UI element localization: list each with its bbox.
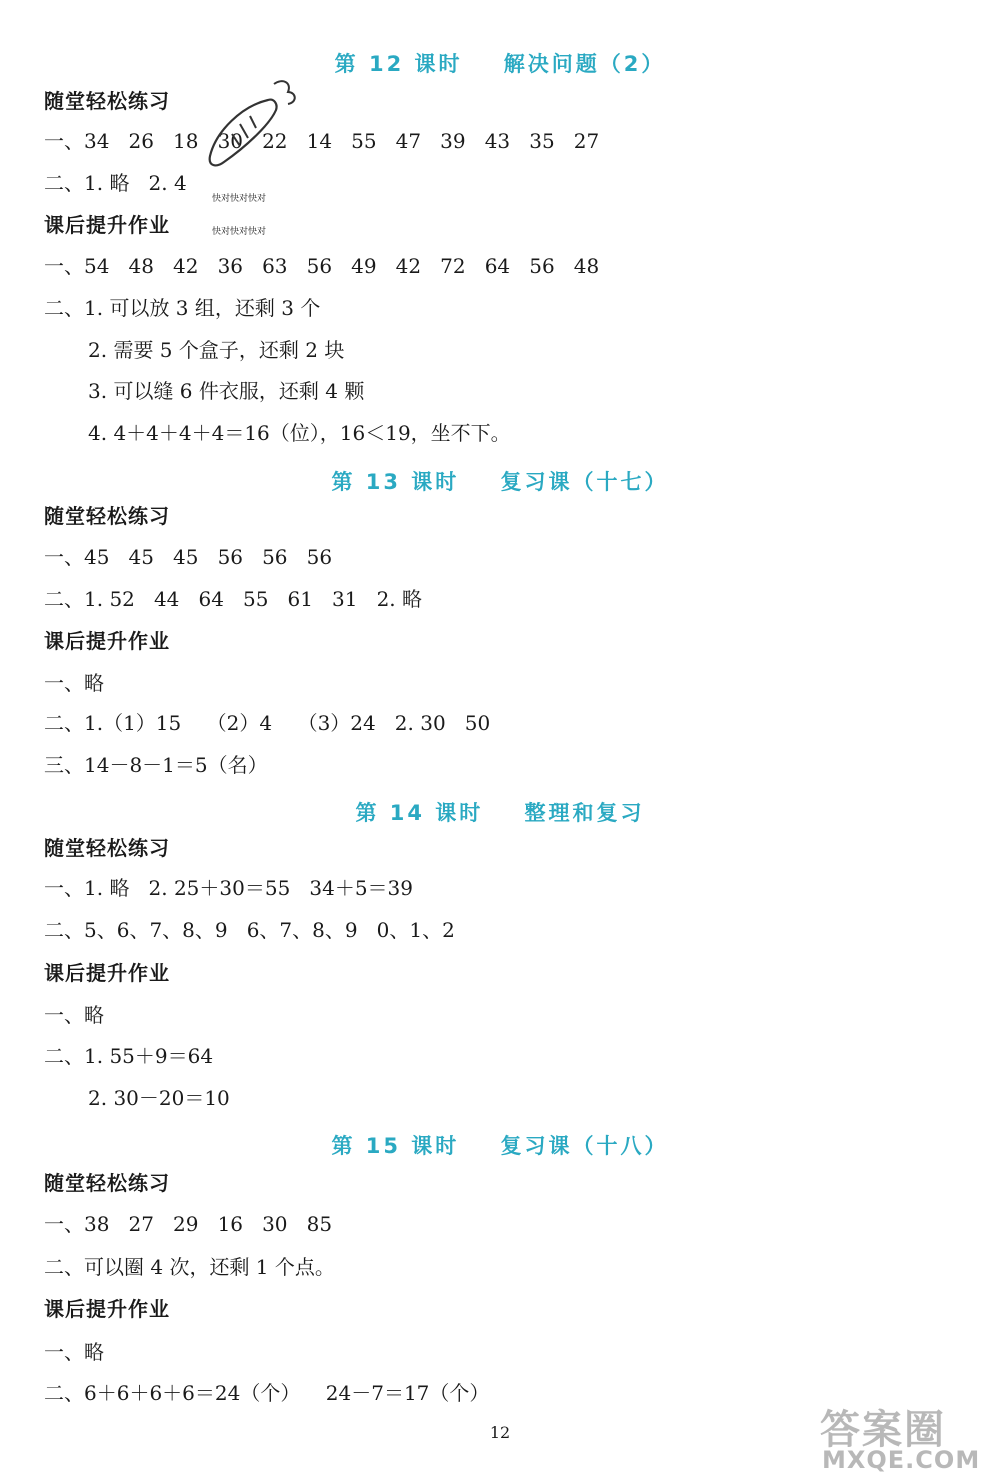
lesson-12-homework-label: 课后提升作业	[44, 213, 170, 237]
lesson-13-title: 第 13 课时 复习课（十七）	[331, 470, 669, 494]
lesson-15-homework-line-1: 一、略	[44, 1340, 104, 1364]
sticker-text-2: 快对快对快对	[212, 227, 267, 237]
lesson-13-practice-line-2: 二、1. 52 44 64 55 61 31 2. 略	[44, 587, 423, 611]
page-number: 12	[489, 1423, 511, 1442]
lesson-15-homework-label: 课后提升作业	[44, 1297, 170, 1321]
lesson-15-homework-line-2: 二、6＋6＋6＋6＝24（个） 24－7＝17（个）	[44, 1381, 490, 1405]
lesson-12-homework-line-5: 4. 4＋4＋4＋4＝16（位），16＜19，坐不下。	[88, 421, 511, 445]
lesson-14-homework-label: 课后提升作业	[44, 961, 170, 985]
lesson-14-practice-label: 随堂轻松练习	[44, 836, 170, 860]
lesson-14-homework-line-3: 2. 30－20＝10	[88, 1086, 230, 1110]
lesson-15-practice-line-2: 二、可以圈 4 次，还剩 1 个点。	[44, 1255, 335, 1279]
lesson-13-homework-line-3: 三、14－8－1＝5（名）	[44, 753, 268, 777]
lesson-13-practice-line-1: 一、45 45 45 56 56 56	[44, 545, 333, 569]
lesson-12-homework-line-1: 一、54 48 42 36 63 56 49 42 72 64 56 48	[44, 254, 600, 278]
lesson-12-practice-label: 随堂轻松练习	[44, 89, 170, 113]
lesson-15-title: 第 15 课时 复习课（十八）	[331, 1134, 669, 1158]
lesson-14-practice-line-1: 一、1. 略 2. 25＋30＝55 34＋5＝39	[44, 876, 413, 900]
lesson-14-title: 第 14 课时 整理和复习	[355, 801, 645, 825]
lesson-12-homework-line-2: 二、1. 可以放 3 组，还剩 3 个	[44, 296, 321, 320]
lesson-13-homework-line-2: 二、1.（1）15 （2）4 （3）24 2. 30 50	[44, 711, 491, 735]
lesson-12-practice-line-2: 二、1. 略 2. 4	[44, 171, 187, 195]
lesson-13-homework-line-1: 一、略	[44, 671, 104, 695]
watermark	[820, 1398, 995, 1476]
watermark-text: 答案圈	[820, 1407, 946, 1453]
lesson-15-practice-line-1: 一、38 27 29 16 30 85	[44, 1212, 333, 1236]
sticker-text-1: 快对快对快对	[212, 194, 267, 204]
watermark-url: MXQE.COM	[822, 1446, 981, 1474]
lesson-12-title: 第 12 课时 解决问题（2）	[334, 52, 666, 76]
lesson-12-practice-line-1: 一、34 26 18 30 22 14 55 47 39 43 35 27	[44, 129, 600, 153]
lesson-14-practice-line-2: 二、5、6、7、8、9 6、7、8、9 0、1、2	[44, 918, 455, 942]
lesson-12-homework-line-3: 2. 需要 5 个盒子，还剩 2 块	[88, 338, 345, 362]
lesson-13-practice-label: 随堂轻松练习	[44, 504, 170, 528]
lesson-12-homework-line-4: 3. 可以缝 6 件衣服，还剩 4 颗	[88, 379, 365, 403]
carrot-sticker	[202, 76, 302, 237]
lesson-14-homework-line-2: 二、1. 55＋9＝64	[44, 1044, 214, 1068]
lesson-15-practice-label: 随堂轻松练习	[44, 1171, 170, 1195]
lesson-14-homework-line-1: 一、略	[44, 1003, 104, 1027]
lesson-13-homework-label: 课后提升作业	[44, 629, 170, 653]
